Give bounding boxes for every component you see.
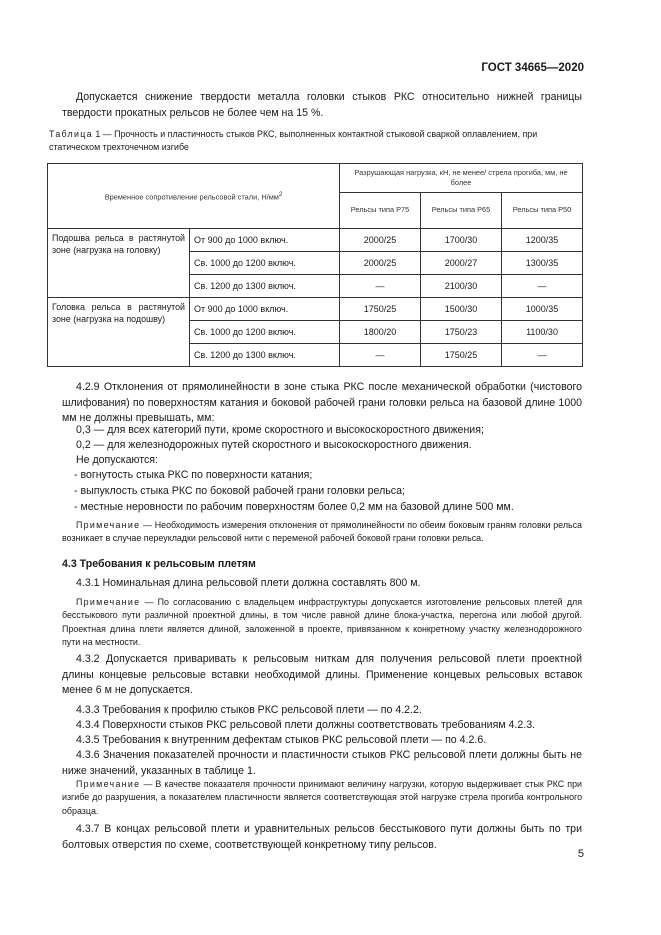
table-caption-text: 1 — Прочность и пластичность стыков РКС, выполненных контактной стыковой сваркой оплавлением, при статическом трехточечном изгибе [49, 129, 538, 153]
table-group-label: Подошва рельса в растянутой зоне (нагрузка на головку) [48, 229, 190, 298]
paragraph-4-2-9: 4.2.9 Отклонения от прямолинейности в зоне стыка РКС после механической обработки (чистового шлифования) по поверхностям катания и боковой рабочей грани головки рельса на базовой длине 1000 мм не должны превышать, мм: [62, 381, 582, 425]
paragraph-4-3-1: 4.3.1 Номинальная длина рельсовой плети должна составлять 800 м. [76, 577, 421, 589]
table-row [48, 229, 583, 252]
paragraph-4-3-5: 4.3.5 Требования к внутренним дефектам стыков РКС рельсовой плети — по 4.2.6. [76, 734, 487, 746]
note-straightness [62, 519, 582, 546]
paragraph-4-3-4: 4.3.4 Поверхности стыков РКС рельсовой плети должны соответствовать требованиям 4.2.3. [76, 719, 536, 731]
table-cell-p75: — [340, 275, 421, 298]
table-cell-range: Св. 1200 до 1300 включ. [190, 275, 340, 298]
table-subheader-p50: Рельсы типа Р50 [502, 193, 583, 229]
note-label: Примечание [76, 520, 141, 530]
paragraph-4-3-6: 4.3.6 Значения показателей прочности и пластичности стыков РКС рельсовой плети должны быть не ниже значений, указанных в таблице 1. [62, 749, 582, 777]
not-allowed-item: - вогнутость стыка РКС по поверхности катания; [74, 469, 313, 481]
note-strength-indicator [62, 778, 582, 818]
table-cell-p50: 1300/35 [502, 252, 583, 275]
table-cell-p50: 1200/35 [502, 229, 583, 252]
table-cell-p50: — [502, 344, 583, 367]
table-cell-range: Св. 1200 до 1300 включ. [190, 344, 340, 367]
section-heading-4-3: 4.3 Требования к рельсовым плетям [62, 558, 256, 570]
deviation-item: 0,3 — для всех категорий пути, кроме скоростного и высокоскоростного движения; [76, 424, 484, 436]
strength-table [47, 163, 583, 367]
table-cell-p75: 2000/25 [340, 252, 421, 275]
table-cell-p50: 1100/30 [502, 321, 583, 344]
deviation-item: 0,2 — для железнодорожных путей скоростного и высокоскоростного движения. [76, 439, 472, 451]
note-text: — По согласованию с владельцем инфраструктуры допускается изготовление рельсовых плетей для бесстыкового пути различной проектной длины, в том числе равной длине блока-участка, перегона или любой другой. Проектная длина плети является длиной, заложенной в проекте, привязанном к конкретному участку железнодорожного пути на местности. [62, 597, 582, 648]
table-cell-range: От 900 до 1000 включ. [190, 298, 340, 321]
paragraph-4-3-3: 4.3.3 Требования к профилю стыков РКС рельсовой плети — по 4.2.2. [76, 704, 422, 716]
not-allowed-item: - выпуклость стыка РКС по боковой рабочей грани головки рельса; [74, 485, 405, 497]
page-number: 5 [577, 848, 584, 860]
intro-paragraph: Допускается снижение твердости металла головки стыков РКС относительно нижней границы твердости прокатных рельсов не более чем на 15 %. [62, 91, 582, 119]
table-cell-p65: 1700/30 [421, 229, 502, 252]
table-cell-p65: 1750/23 [421, 321, 502, 344]
table-header-load: Разрушающая нагрузка, кН, не менее/ стрела прогиба, мм, не более [340, 164, 583, 193]
table-subheader-p65: Рельсы типа Р65 [421, 193, 502, 229]
table-cell-p75: 2000/25 [340, 229, 421, 252]
table-header-strength-sup: 2 [278, 190, 283, 198]
table-cell-range: От 900 до 1000 включ. [190, 229, 340, 252]
table-cell-p75: 1750/25 [340, 298, 421, 321]
table-header-strength-text: Временное сопротивление рельсовой стали, Н/мм [104, 192, 279, 202]
note-label: Примечание [76, 597, 141, 607]
table-cell-range: Св. 1000 до 1200 включ. [190, 252, 340, 275]
table-cell-p65: 2000/27 [421, 252, 502, 275]
table-cell-p75: — [340, 344, 421, 367]
table-cell-range: Св. 1000 до 1200 включ. [190, 321, 340, 344]
table-caption-label: Таблица [49, 129, 93, 139]
table-header-strength [48, 164, 340, 229]
table-cell-p65: 2100/30 [421, 275, 502, 298]
table-cell-p65: 1500/30 [421, 298, 502, 321]
not-allowed-item: - местные неровности по рабочим поверхностям более 0,2 мм на базовой длине 500 мм. [74, 501, 514, 513]
note-text: — В качестве показателя прочности принимают величину нагрузки, которую выдерживает стык РКС при изгибе до разрушения, а показателем пластичности является соответствующая этой нагрузке стрела прогиба контрольного образца. [62, 779, 582, 816]
table-cell-p50: 1000/35 [502, 298, 583, 321]
table-cell-p75: 1800/20 [340, 321, 421, 344]
note-label: Примечание [76, 779, 141, 789]
note-rail-length [62, 596, 582, 650]
paragraph-4-3-2: 4.3.2 Допускается приваривать к рельсовым ниткам для получения рельсовой плети проектной длины концевые рельсовые вставки необходимой длины. Применение концевых рельсовых вставок менее 6 м не допускается. [62, 653, 582, 697]
paragraph-4-3-7: 4.3.7 В концах рельсовой плети и уравнительных рельсов бесстыкового пути должны быть по три болтовых отверстия по схеме, соответствующей конкретному типу рельсов. [62, 823, 582, 851]
note-text: — Необходимость измерения отклонения от прямолинейности по обеим боковым граням головки рельса возникает в случае переукладки рельсовой нити с переменой рабочей боковой грани головки рельса. [62, 520, 582, 544]
table-group-label: Головка рельса в растянутой зоне (нагрузка на подошву) [48, 298, 190, 367]
not-allowed-heading: Не допускаются: [76, 454, 158, 466]
document-header: ГОСТ 34665—2020 [481, 62, 584, 74]
table-subheader-p75: Рельсы типа Р75 [340, 193, 421, 229]
table-cell-p50: — [502, 275, 583, 298]
table-row [48, 298, 583, 321]
table-caption [49, 128, 589, 154]
table-cell-p65: 1750/25 [421, 344, 502, 367]
